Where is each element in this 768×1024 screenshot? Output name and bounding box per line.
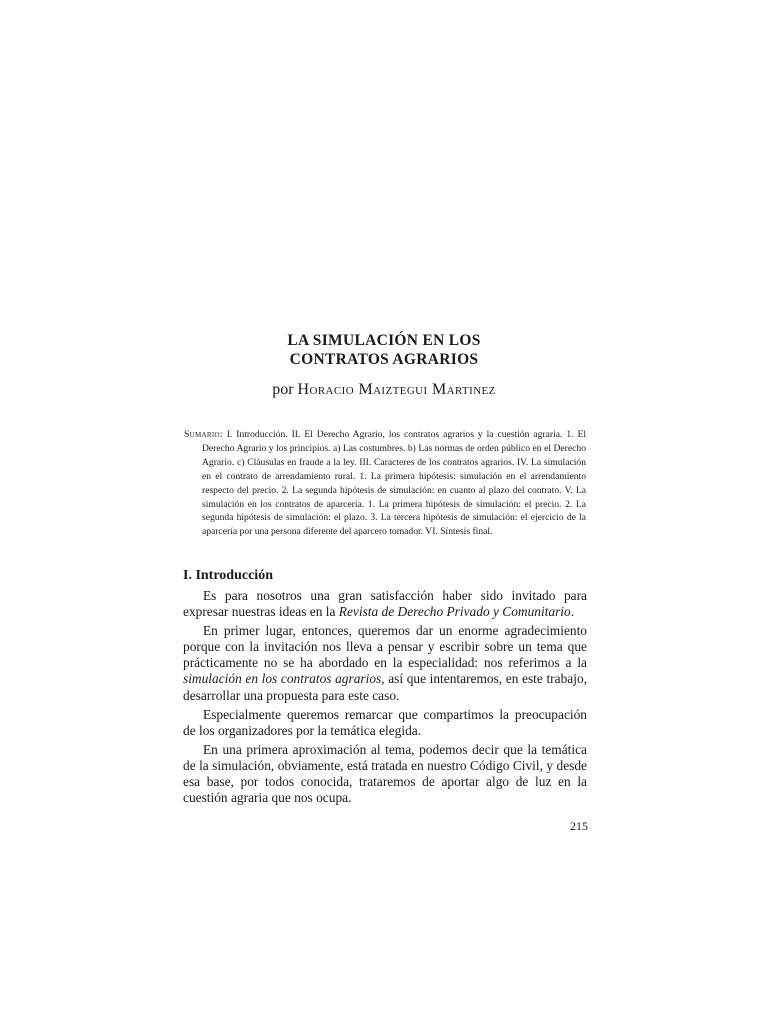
article-title	[0, 331, 768, 369]
body-paragraph-4: En una primera aproximación al tema, podemos decir que la temática de la simulación, obviamente, está tratada en nuestro Código Civil, y desde esa base, por todos conocida, trataremos de aportar algo de luz en la cuestión agraria que nos ocupa.	[183, 741, 587, 806]
article-author	[0, 380, 768, 400]
article-title-line-2: CONTRATOS AGRARIOS	[289, 351, 479, 368]
body-paragraph-2	[183, 623, 587, 703]
paragraph-1-text-b: .	[570, 604, 575, 620]
author-prefix: por	[272, 381, 298, 398]
article-summary	[184, 428, 586, 539]
body-paragraph-3: Especialmente queremos remarcar que compartimos la preocupación de los organizadores por la temática elegida.	[183, 706, 587, 738]
page-number: 215	[570, 819, 588, 833]
paragraph-2-text-b: , así que intentaremos, en este trabajo, desarrollar una propuesta para este caso.	[183, 671, 587, 703]
summary-lead: Sumario:	[184, 429, 223, 440]
article-title-line-1: LA SIMULACIÓN EN LOS	[287, 332, 481, 349]
paragraph-2-text-a: En primer lugar, entonces, queremos dar un enorme agradecimiento porque con la invitación nos lleva a pensar y escribir sobre un tema que prácticamente no se ha abordado en la especialidad: nos referimos a la	[183, 623, 587, 671]
topic-emphasis: simulación en los contratos agrarios	[183, 671, 382, 687]
author-name: Horacio Maiztegui Martinez	[297, 381, 496, 398]
summary-paragraph	[184, 428, 586, 539]
journal-name: Revista de Derecho Privado y Comunitario	[338, 604, 571, 620]
article-body	[183, 588, 587, 809]
summary-text: I. Introducción. II. El Derecho Agrario, los contratos agrarios y la cuestión agraria. 1. El Derecho Agrario y los principios. a) Las costumbres. b) Las normas de orden público en el Derecho Agrario. c) Cláusulas en fraude a la ley. III. Caracteres de los contratos agrarios. IV. La simulación en el contrato de arrendamiento rural. 1. La primera hipótesis: simulación en el arrendamiento respecto del precio. 2. La segunda hipótesis de simulación: en cuanto al plazo del contrato. V. La simulación en los contratos de aparcería. 1. La primera hipótesis de simulación: el precio. 2. La segunda hipótesis de simulación: el plazo. 3. La tercera hipótesis de simulación: el ejercicio de la aparcería por una persona diferente del aparcero tomador. VI. Síntesis final.	[202, 429, 586, 538]
section-heading: I. Introducción	[183, 568, 273, 583]
paragraph-1-text-a: Es para nosotros una gran satisfacción haber sido invitado para expresar nuestras ideas en la	[183, 588, 587, 620]
body-paragraph-1	[183, 588, 587, 620]
